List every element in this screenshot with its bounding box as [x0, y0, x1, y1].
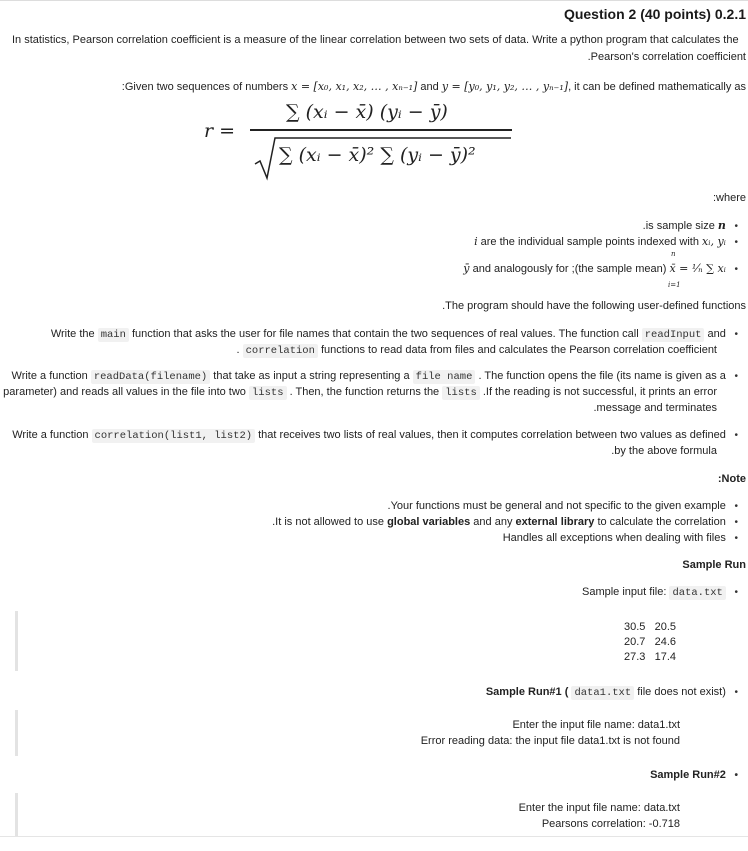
code-main: main: [98, 328, 129, 342]
bullet-icon: •: [728, 221, 738, 232]
question-title: Question 2 (40 points) 0.2.1: [563, 6, 746, 22]
run1-output-1: Enter the input file name: data1.txt: [512, 719, 680, 731]
bullet-icon: •: [728, 430, 738, 441]
y-sequence: y = [y₀, y₁, y₂, … , yₙ₋₁]: [441, 80, 569, 93]
bullet-icon: •: [728, 517, 738, 528]
note-item-1: .Your functions must be general and not specific to the given example •: [387, 500, 738, 512]
bullet-icon: •: [728, 587, 738, 598]
run1-label: Sample Run#1 ( data1.txt file does not exist) •: [485, 686, 738, 699]
x-sequence: x = [x₀, x₁, x₂, … , xₙ₋₁]: [291, 80, 418, 93]
run2-output-2: Pearsons correlation: -0.718: [541, 818, 680, 830]
where-item-3: ȳ and analogously for ;(the sample mean) x̄ = ¹⁄ₙ ∑ xᵢ •: [463, 262, 738, 275]
note-label: :Note: [717, 473, 746, 485]
run2-output-1: Enter the input file name: data.txt: [518, 802, 680, 814]
intro-line-1: In statistics, Pearson correlation coefficient is a measure of the linear correlation between two sets of data. Write a python program that calculates the: [12, 34, 739, 46]
function-correlation-line2: .by the above formula: [611, 445, 717, 457]
bullet-icon: •: [728, 687, 738, 698]
fraction-bar: [250, 129, 512, 131]
code-readinput: readInput: [642, 328, 705, 342]
formula-lhs: r =: [204, 120, 236, 142]
note-item-3: Handles all exceptions when dealing with files •: [502, 532, 738, 544]
data-row: 27.3 17.4: [624, 651, 677, 663]
bullet-icon: •: [728, 237, 738, 248]
where-label: :where: [712, 192, 746, 204]
code-readdata: readData(filename): [91, 370, 210, 384]
bottom-divider: [0, 836, 748, 837]
intro-line-2: .Pearson's correlation coefficient: [587, 51, 746, 63]
run1-quote-bar: [15, 710, 18, 756]
bullet-icon: •: [728, 501, 738, 512]
sample-run-label: Sample Run: [682, 559, 746, 571]
code-data1-txt: data1.txt: [571, 686, 634, 700]
sum-lower-limit: i=1: [668, 281, 681, 289]
formula-denominator: ∑ (xᵢ − x̄)² ∑ (yᵢ − ȳ)²: [279, 144, 476, 166]
run2-quote-bar: [15, 793, 18, 836]
code-data-txt: data.txt: [669, 586, 725, 600]
given-line: [122, 80, 746, 93]
where-item-1: .is sample size n •: [642, 219, 738, 232]
bullet-icon: •: [728, 533, 738, 544]
code-correlation: correlation: [243, 344, 318, 358]
bullet-icon: •: [728, 264, 738, 275]
function-main-line1: Write the main function that asks the user for file names that contain the two sequences of real values. The function call readInput and •: [50, 328, 738, 341]
formula-numerator: ∑ (xᵢ − x̄) (yᵢ − ȳ): [286, 101, 448, 123]
code-file-name: file name: [413, 370, 476, 384]
code-lists: lists: [442, 386, 480, 400]
function-readdata-line3: .message and terminates: [593, 402, 717, 414]
given-prefix: :Given two sequences of numbers: [121, 81, 289, 93]
bullet-icon: •: [728, 329, 738, 340]
data-row: 30.5 20.5: [624, 621, 677, 633]
function-readdata-line2: parameter) and reads all values in the file into two lists . Then, the function returns the lists .If the reading is not successful, it prints an error: [3, 386, 717, 399]
sample-input-line: Sample input file: data.txt •: [582, 586, 738, 599]
code-correlation-signature: correlation(list1, list2): [92, 429, 256, 443]
top-divider: [0, 0, 748, 1]
run2-label: Sample Run#2 •: [650, 769, 738, 781]
function-readdata-line1: Write a function readData(filename) that take as input a string representing a file name . The function opens the file (its name is given as a •: [11, 370, 738, 383]
bullet-icon: •: [728, 371, 738, 382]
function-correlation-line1: Write a function correlation(list1, list2) that receives two lists of real values, then it computes correlation between two values as defined •: [12, 429, 738, 442]
run1-output-2: Error reading data: the input file data1.txt is not found: [420, 735, 680, 747]
note-item-2: .It is not allowed to use global variables and any external library to calculate the correlation •: [272, 516, 738, 528]
sum-upper-limit: n: [671, 250, 676, 258]
given-and: and: [420, 81, 439, 93]
data-row: 20.7 24.6: [624, 636, 677, 648]
where-item-2: i are the individual sample points indexed with xᵢ, yᵢ •: [474, 235, 738, 248]
code-lists: lists: [249, 386, 287, 400]
sample-file-quote-bar: [15, 611, 18, 671]
functions-intro: .The program should have the following user-defined functions: [442, 300, 746, 312]
function-main-line2: . correlation functions to read data from files and calculates the Pearson correlation coefficient: [236, 344, 717, 357]
bullet-icon: •: [728, 770, 738, 781]
given-suffix: , it can be defined mathematically as: [568, 81, 746, 93]
